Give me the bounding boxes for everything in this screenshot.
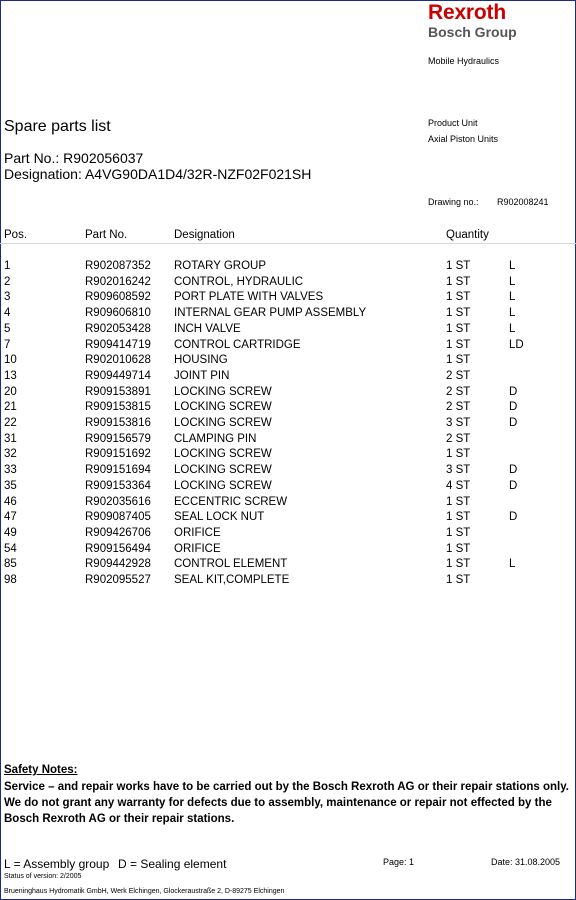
designation-cell: LOCKING SCREW [174,479,272,492]
table-row [0,323,576,339]
part-number-cell: R909151694 [85,464,151,477]
designation-cell: ECCENTRIC SCREW [174,495,288,508]
quantity-cell: 1 ST [446,260,471,272]
quantity-cell: 1 ST [446,322,471,335]
part-number-cell: R909156579 [85,432,151,445]
part-number-cell: R902095527 [85,574,151,586]
pos-cell: 3 [4,291,11,304]
quantity-cell: 1 ST [446,354,471,367]
quantity-cell: 1 ST [446,495,471,508]
table-row [0,276,576,292]
brand-logo: Rexroth [428,1,506,24]
table-row [0,496,576,512]
pos-cell: 85 [4,558,17,571]
table-row [0,558,576,574]
table-row [0,307,576,323]
part-number-cell: R902087352 [85,260,151,272]
quantity-cell: 4 ST [446,479,471,492]
designation-cell: CONTROL CARTRIDGE [174,338,301,351]
document-date: Date: 31.08.2005 [491,857,561,867]
designation-cell: CONTROL ELEMENT [174,558,288,571]
table-row [0,433,576,449]
flag-cell: D [509,417,518,429]
pos-cell: 10 [4,354,17,367]
flag-cell: D [509,511,518,524]
column-header-pos: Pos. [4,229,28,241]
pos-cell: 4 [4,307,11,320]
flag-cell: L [509,260,516,272]
designation-cell: ORIFICE [174,526,221,539]
table-row [0,260,576,276]
pos-cell: 22 [4,417,17,429]
pos-cell: 47 [4,511,17,524]
designation-cell: SEAL KIT,COMPLETE [174,574,290,586]
header-divider [0,243,576,244]
pos-cell: 1 [4,260,11,272]
flag-cell: L [509,322,516,335]
designation-cell: ROTARY GROUP [174,260,267,272]
pos-cell: 35 [4,479,17,492]
part-number-cell: R909153891 [85,385,151,398]
designation-cell: LOCKING SCREW [174,385,272,398]
quantity-cell: 1 ST [446,542,471,555]
table-row [0,464,576,480]
page-number: Page: 1 [383,857,415,867]
designation-cell: HOUSING [174,354,228,367]
safety-text: Service – and repair works have to be carried out by the Bosch Rexroth AG or their repair stations only. We do not grant any warranty for defects due to assembly, maintenance or repair not effected by the Bosch Rexroth AG or their repair stations. [4,781,569,825]
quantity-cell: 3 ST [446,417,471,429]
part-number-cell: R909087405 [85,511,151,524]
designation-cell: PORT PLATE WITH VALVES [174,291,324,304]
quantity-cell: 2 ST [446,385,471,398]
part-number-cell: R909153815 [85,401,151,414]
quantity-cell: 1 ST [446,574,471,586]
part-number-cell: R902035616 [85,495,151,508]
quantity-cell: 3 ST [446,464,471,477]
quantity-cell: 1 ST [446,307,471,320]
pos-cell: 21 [4,401,17,414]
quantity-cell: 1 ST [446,526,471,539]
part-number-cell: R909156494 [85,542,151,555]
product-unit-value: Axial Piston Units [428,134,499,144]
product-unit-label: Product Unit [428,118,478,128]
designation-cell: CONTROL, HYDRAULIC [174,275,304,288]
part-number-cell: R902016242 [85,275,151,288]
part-number-cell: R909426706 [85,526,151,539]
quantity-cell: 2 ST [446,369,471,382]
table-row [0,401,576,417]
legend-assembly: L = Assembly group [4,857,110,871]
flag-cell: L [509,558,516,571]
flag-cell: L [509,275,516,288]
flag-cell: D [509,385,518,398]
division-label: Mobile Hydraulics [428,56,500,66]
column-header-quantity: Quantity [446,229,489,241]
flag-cell: D [509,479,518,492]
pos-cell: 2 [4,275,11,288]
part-number-cell: R909153364 [85,479,151,492]
designation-cell: LOCKING SCREW [174,417,272,429]
table-row [0,543,576,559]
table-row [0,291,576,307]
brand-group: Bosch Group [428,24,517,40]
designation-cell: INCH VALVE [174,322,241,335]
flag-cell: D [509,401,518,414]
table-row [0,527,576,543]
pos-cell: 32 [4,448,17,461]
designation-cell: ORIFICE [174,542,221,555]
part-number-cell: R902010628 [85,354,151,367]
table-row [0,574,576,590]
pos-cell: 5 [4,322,11,335]
quantity-cell: 1 ST [446,558,471,571]
table-row [0,448,576,464]
table-row [0,417,576,433]
column-header-designation: Designation [174,229,235,241]
table-row [0,511,576,527]
flag-cell: D [509,464,518,477]
designation: Designation: A4VG90DA1D4/32R-NZF02F021SH [4,166,312,182]
pos-cell: 49 [4,526,17,539]
pos-cell: 54 [4,542,17,555]
part-number-cell: R909608592 [85,291,151,304]
part-number-cell: R909442928 [85,558,151,571]
table-row [0,370,576,386]
part-number-cell: R909414719 [85,338,151,351]
quantity-cell: 2 ST [446,432,471,445]
designation-cell: CLAMPING PIN [174,432,257,445]
part-number-cell: R909151692 [85,448,151,461]
part-number-cell: R902053428 [85,322,151,335]
quantity-cell: 1 ST [446,275,471,288]
part-number: Part No.: R902056037 [4,150,144,166]
part-number-cell: R909606810 [85,307,151,320]
flag-cell: L [509,307,516,320]
safety-heading: Safety Notes: [4,764,78,776]
designation-cell: JOINT PIN [174,369,230,382]
part-number-cell: R909449714 [85,369,151,382]
table-row [0,480,576,496]
pos-cell: 20 [4,385,17,398]
table-row [0,386,576,402]
company-footer: Brueninghaus Hydromatik GmbH, Werk Elchingen, Glockeraustraße 2, D-89275 Elchingen [4,888,285,895]
pos-cell: 7 [4,338,11,351]
designation-cell: LOCKING SCREW [174,464,272,477]
pos-cell: 46 [4,495,17,508]
pos-cell: 33 [4,464,17,477]
designation-cell: SEAL LOCK NUT [174,511,265,524]
drawing-label: Drawing no.: [428,197,479,207]
quantity-cell: 2 ST [446,401,471,414]
quantity-cell: 1 ST [446,511,471,524]
flag-cell: LD [509,338,524,351]
pos-cell: 13 [4,369,17,382]
flag-cell: L [509,291,516,304]
drawing-number: R902008241 [497,197,549,207]
designation-cell: LOCKING SCREW [174,401,272,414]
table-row [0,354,576,370]
table-row [0,339,576,355]
designation-cell: LOCKING SCREW [174,448,272,461]
quantity-cell: 1 ST [446,448,471,461]
version-status: Status of version: 2/2005 [4,873,82,880]
page-title: Spare parts list [4,118,111,135]
pos-cell: 31 [4,432,17,445]
designation-cell: INTERNAL GEAR PUMP ASSEMBLY [174,307,367,320]
part-number-cell: R909153816 [85,417,151,429]
pos-cell: 98 [4,574,17,586]
column-header-part: Part No. [85,229,128,241]
quantity-cell: 1 ST [446,291,471,304]
legend-sealing: D = Sealing element [118,857,227,871]
quantity-cell: 1 ST [446,338,471,351]
